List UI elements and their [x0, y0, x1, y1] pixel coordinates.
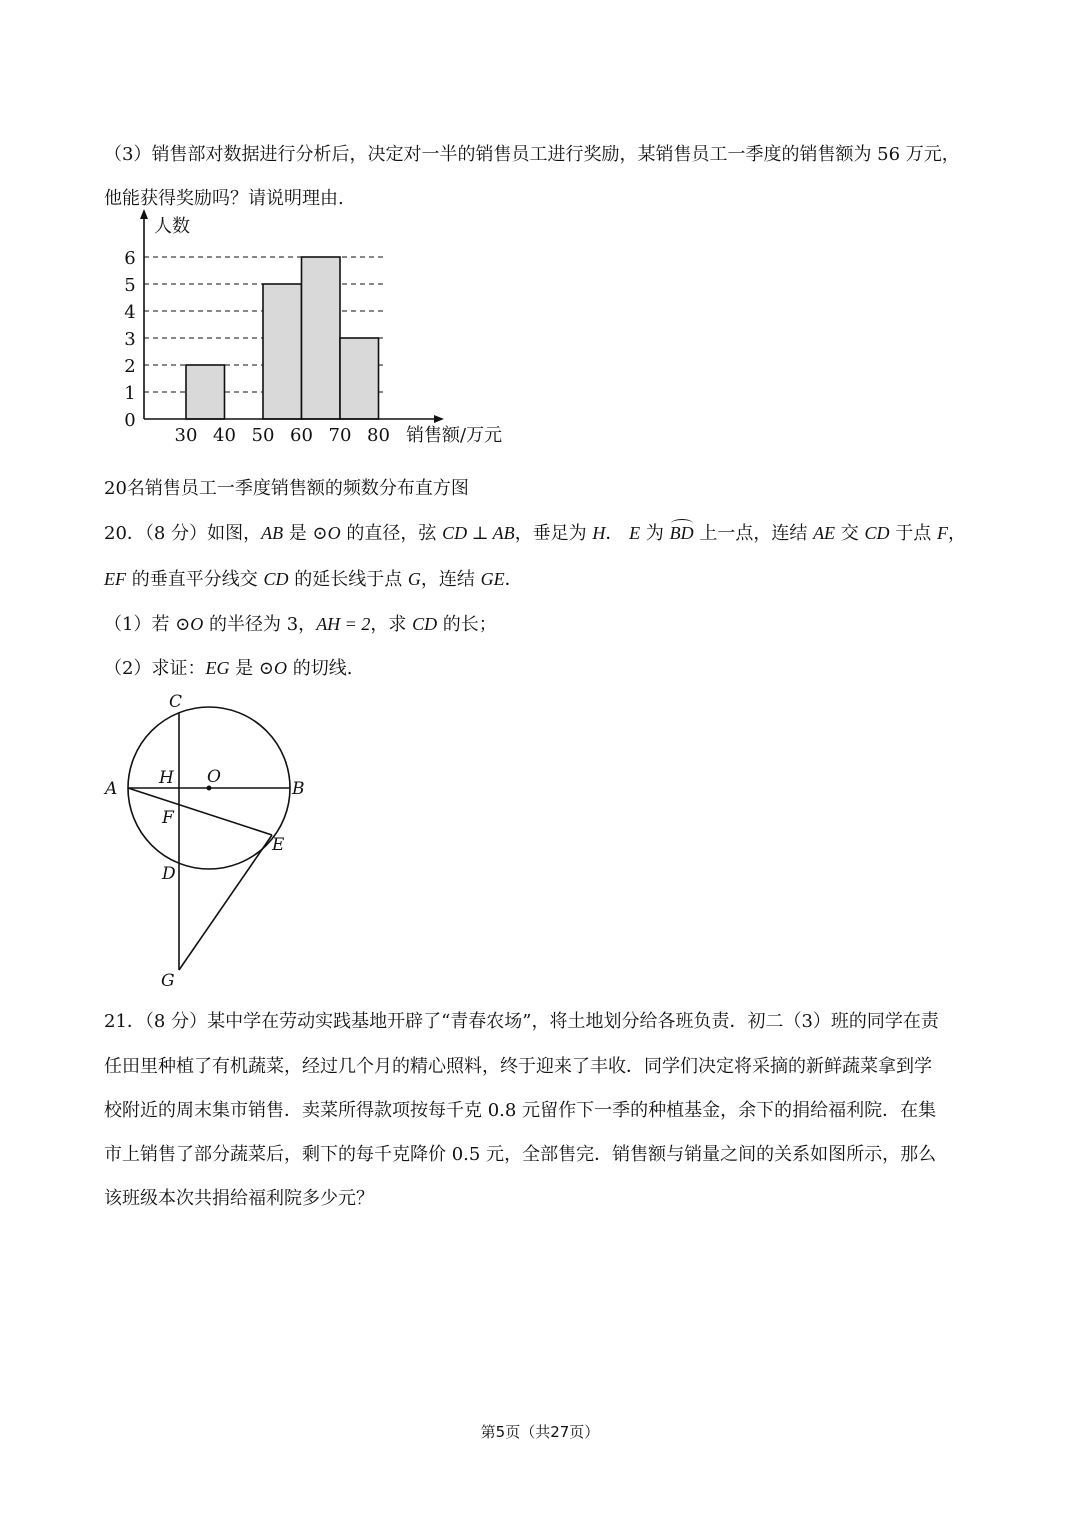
histogram-bar [340, 338, 379, 419]
x-tick-label: 80 [367, 425, 390, 446]
x-tick-labels [175, 425, 390, 446]
label-E: E [272, 835, 285, 855]
q19-part3-line2: 他能获得奖励吗？请说明理由. [104, 188, 344, 209]
y-tick-labels [124, 248, 135, 431]
circle-symbol-icon: ⊙ [258, 658, 274, 679]
label-A: A [105, 779, 118, 799]
arc-BD: BD [669, 523, 694, 543]
y-tick-label: 4 [124, 302, 136, 323]
x-tick-label: 70 [328, 425, 352, 446]
segment-AE [128, 788, 272, 835]
x-tick-label: 30 [174, 425, 198, 446]
bars [186, 257, 379, 419]
y-tick-label: 1 [124, 383, 136, 404]
q21-line2: 任田里种植了有机蔬菜，经过几个月的精心照料，终于迎来了丰收．同学们决定将采摘的新鲜蔬菜拿到学 [104, 1056, 932, 1077]
q19-part3-line1: （3）销售部对数据进行分析后，决定对一半的销售员工进行奖励，某销售员工一季度的销售额为 56 万元， [104, 144, 960, 165]
label-H: H [159, 768, 174, 788]
x-tick-label: 60 [290, 425, 313, 446]
label-B: B [292, 779, 305, 799]
histogram-bar [263, 284, 302, 419]
circle-symbol-icon: ⊙ [312, 523, 328, 544]
y-tick-label: 3 [124, 329, 136, 350]
segment-EG [179, 835, 272, 970]
q21-line5: 该班级本次共捐给福利院多少元？ [104, 1188, 374, 1209]
chart-caption: 20名销售员工一季度销售额的频数分布直方图 [104, 478, 469, 499]
q20-line1: 20．（8 分）如图，AB 是 ⊙O 的直径，弦 CD ⊥ AB，垂足为 H． E 为 BD 上一点，连结 AE 交 CD 于点 F， [104, 523, 966, 544]
q20-line2: EF 的垂直平分线交 CD 的延长线于点 G，连结 GE． [104, 569, 523, 590]
q21-line3: 校附近的周末集市销售．卖菜所得款项按每千克 0.8 元留作下一季的种植基金，余下的捐给福利院．在集 [104, 1100, 937, 1121]
histogram-chart [100, 205, 530, 450]
y-axis-arrow-icon [140, 209, 148, 219]
label-C: C [169, 692, 183, 712]
histogram-bar [302, 257, 341, 419]
q20-part1: （1）若 ⊙O 的半径为 3，AH = 2，求 CD 的长； [104, 614, 497, 635]
q20-number: 20．（8 分）如图， [104, 523, 262, 544]
circle-symbol-icon: ⊙ [175, 614, 191, 635]
histogram-bar [186, 365, 225, 419]
q21-line4: 市上销售了部分蔬菜后，剩下的每千克降价 0.5 元，全部售完．销售额与销量之间的关系如图所示，那么 [104, 1144, 937, 1165]
q20-AB: AB [261, 523, 284, 543]
q21-line1: 21．（8 分）某中学在劳动实践基地开辟了“青春农场”，将土地划分给各班负责．初二（3）班的同学在责 [104, 1011, 939, 1032]
y-tick-label: 2 [124, 356, 136, 377]
label-G: G [161, 971, 175, 991]
y-tick-label: 0 [124, 410, 136, 431]
x-axis-label: 销售额/万元 [406, 425, 503, 446]
label-F: F [162, 808, 174, 828]
q20-part2: （2）求证：EG 是 ⊙O 的切线. [104, 658, 353, 679]
x-axis-arrow-icon [434, 415, 444, 423]
geometry-figure [95, 685, 325, 995]
y-tick-label: 5 [124, 275, 136, 296]
x-tick-label: 50 [251, 425, 275, 446]
x-tick-label: 40 [213, 425, 236, 446]
y-tick-label: 6 [124, 248, 136, 269]
label-D: D [162, 864, 176, 884]
y-axis-label: 人数 [154, 216, 190, 237]
label-O: O [207, 767, 221, 787]
page-footer: 第5页（共27页） [480, 1423, 600, 1441]
